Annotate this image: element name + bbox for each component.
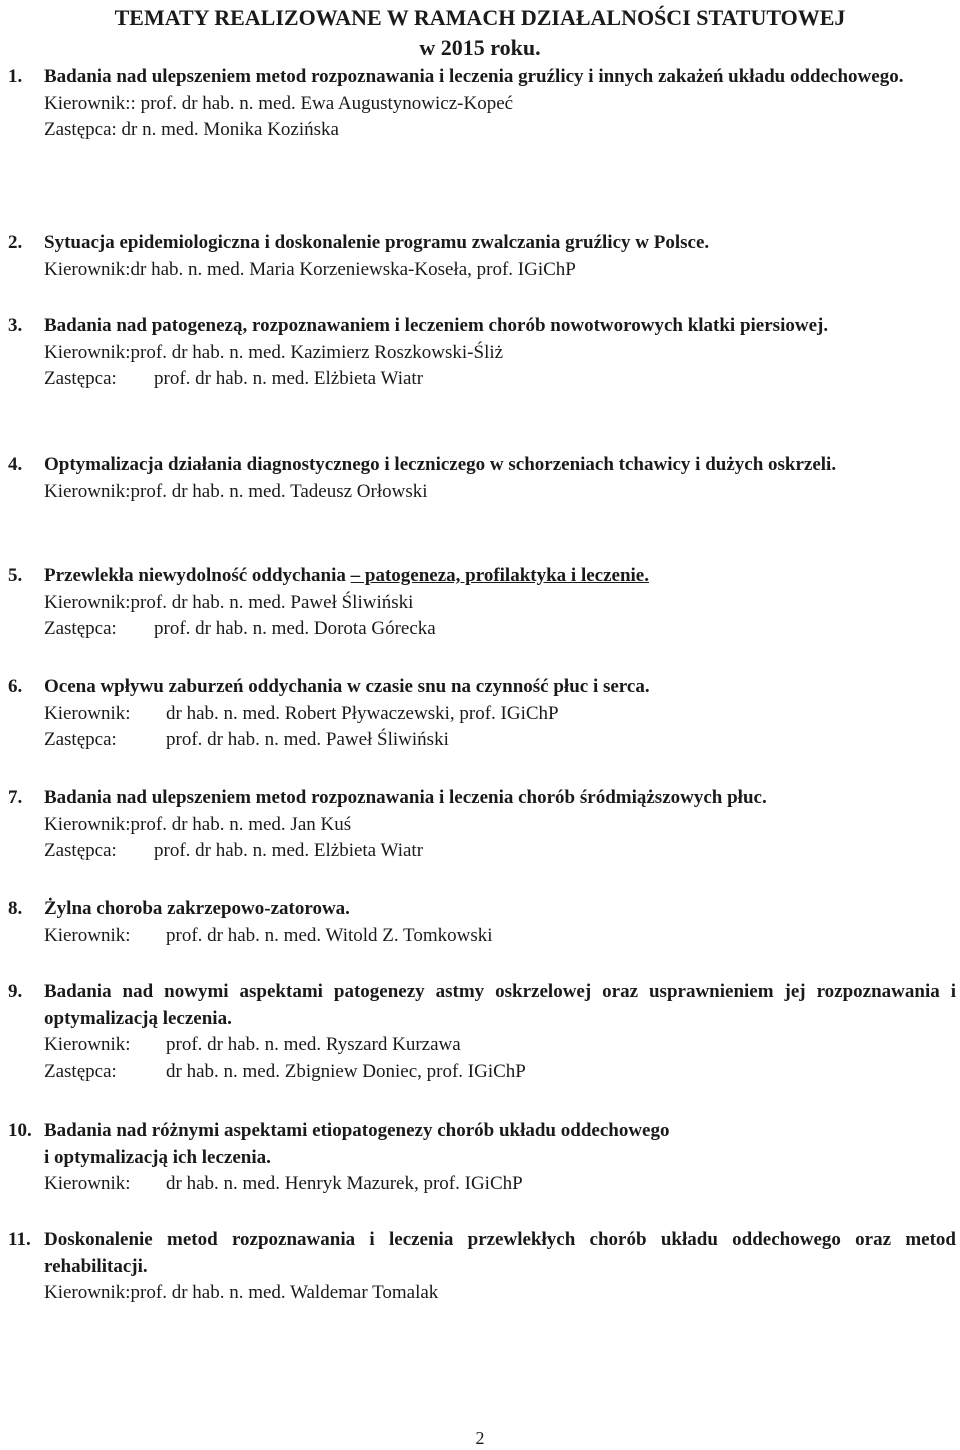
topic-item-10 (8, 1118, 956, 1198)
manager-label: Kierownik: (44, 813, 131, 835)
manager-name: prof. dr hab. n. med. Witold Z. Tomkowski (166, 924, 493, 946)
manager-label: Kierownik: (44, 1173, 131, 1194)
deputy-label: Zastępca: (44, 368, 117, 389)
title-line-2: w 2015 roku. (419, 35, 541, 60)
topic-manager-line (44, 91, 956, 118)
topic-title: Sytuacja epidemiologiczna i doskonalenie programu zwalczania gruźlicy w Polsce. (44, 232, 710, 253)
topic-number: 10. (8, 1120, 32, 1141)
topic-item-4 (8, 452, 956, 505)
manager-name: : prof. dr hab. n. med. Ewa Augustynowicz-Kopeć (130, 92, 514, 114)
topic-manager-line (44, 479, 956, 506)
topic-title-main: Przewlekła niewydolność oddychania (44, 565, 351, 586)
manager-name: prof. dr hab. n. med. Jan Kuś (130, 813, 352, 835)
topic-number: 2. (8, 232, 23, 253)
manager-name: dr hab. n. med. Robert Pływaczewski, prof. IGiChP (166, 702, 559, 724)
manager-label: Kierownik: (44, 92, 131, 114)
topic-title: Badania nad patogenezą, rozpoznawaniem i leczeniem chorób nowotworowych klatki piersiowej. (44, 315, 829, 336)
deputy-name: prof. dr hab. n. med. Elżbieta Wiatr (154, 368, 424, 389)
manager-label: Kierownik: (44, 924, 131, 946)
topic-item-3 (8, 313, 956, 393)
topic-manager-line (44, 701, 956, 728)
topic-item-8 (8, 896, 956, 949)
deputy-label: Zastępca: (44, 729, 117, 750)
topic-title (44, 1118, 956, 1171)
topic-title-line-2: i optymalizacją ich leczenia. (44, 1146, 271, 1168)
topic-number: 9. (8, 981, 23, 1002)
topic-deputy-line (44, 838, 956, 865)
topic-manager-line (44, 1280, 956, 1307)
page-number: 2 (475, 1428, 485, 1448)
manager-label: Kierownik: (44, 1282, 131, 1303)
topic-item-5 (8, 563, 956, 643)
topic-item-1 (8, 64, 956, 144)
topic-number: 5. (8, 565, 23, 586)
deputy-name: : dr n. med. Monika Kozińska (111, 119, 339, 140)
topic-manager-line (44, 1171, 956, 1198)
manager-name: prof. dr hab. n. med. Paweł Śliwiński (130, 591, 414, 613)
document-title (0, 3, 960, 63)
topic-deputy-line (44, 366, 956, 393)
topic-item-6 (8, 674, 956, 754)
topic-number: 1. (8, 66, 23, 87)
manager-name: prof. dr hab. n. med. Tadeusz Orłowski (130, 480, 428, 502)
topic-manager-line (44, 340, 956, 367)
manager-name: prof. dr hab. n. med. Waldemar Tomalak (130, 1282, 439, 1303)
topic-title-underlined: – patogeneza, profilaktyka i leczenie. (350, 565, 649, 586)
deputy-label: Zastępca: (44, 840, 117, 861)
manager-name: dr hab. n. med. Henryk Mazurek, prof. IGiChP (166, 1173, 523, 1194)
topic-manager-line (44, 1032, 956, 1059)
deputy-name: dr hab. n. med. Zbigniew Doniec, prof. IGiChP (166, 1060, 526, 1082)
topic-manager-line (44, 590, 956, 617)
topic-deputy-line (44, 616, 956, 643)
topic-deputy-line (44, 117, 956, 144)
deputy-name: prof. dr hab. n. med. Paweł Śliwiński (166, 729, 449, 750)
topic-title: Badania nad nowymi aspektami patogenezy astmy oskrzelowej oraz usprawnieniem jej rozpoznawania i optymalizacją leczenia. (44, 981, 956, 1029)
manager-name: prof. dr hab. n. med. Ryszard Kurzawa (166, 1034, 461, 1055)
deputy-label: Zastępca (44, 119, 112, 140)
topic-title (44, 563, 956, 590)
deputy-name: prof. dr hab. n. med. Elżbieta Wiatr (154, 840, 424, 861)
topic-title: Badania nad ulepszeniem metod rozpoznawania i leczenia chorób śródmiąższowych płuc. (44, 787, 767, 808)
topic-number: 11. (8, 1229, 31, 1250)
manager-name: prof. dr hab. n. med. Kazimierz Roszkowski-Śliż (130, 341, 504, 363)
manager-label: Kierownik: (44, 1034, 131, 1055)
deputy-label: Zastępca: (44, 618, 117, 639)
manager-label: Kierownik: (44, 591, 131, 613)
topic-title: Optymalizacja działania diagnostycznego i leczniczego w schorzeniach tchawicy i dużych oskrzeli. (44, 454, 837, 475)
manager-label: Kierownik: (44, 480, 131, 502)
topic-number: 8. (8, 898, 23, 919)
topic-number: 4. (8, 454, 23, 475)
topic-manager-line (44, 257, 956, 284)
manager-label: Kierownik: (44, 258, 131, 280)
manager-name: dr hab. n. med. Maria Korzeniewska-Koseła, prof. IGiChP (130, 258, 576, 280)
title-line-1: TEMATY REALIZOWANE W RAMACH DZIAŁALNOŚCI STATUTOWEJ (114, 5, 846, 30)
topic-title: Doskonalenie metod rozpoznawania i leczenia przewlekłych chorób układu oddechowego oraz metod rehabilitacji. (44, 1229, 956, 1277)
manager-label: Kierownik: (44, 341, 131, 363)
topic-deputy-line (44, 727, 956, 754)
topic-item-2 (8, 230, 956, 283)
deputy-name: prof. dr hab. n. med. Dorota Górecka (154, 618, 436, 639)
topic-title: Ocena wpływu zaburzeń oddychania w czasie snu na czynność płuc i serca. (44, 676, 650, 697)
topic-manager-line (44, 923, 956, 950)
topic-item-11 (8, 1227, 956, 1307)
topic-manager-line (44, 812, 956, 839)
manager-label: Kierownik: (44, 702, 131, 724)
topic-title: Badania nad ulepszeniem metod rozpoznawania i leczenia gruźlicy i innych zakażeń układu oddechowego. (44, 66, 904, 87)
topic-title: Żylna choroba zakrzepowo-zatorowa. (44, 898, 350, 919)
topic-title-line-1: Badania nad różnymi aspektami etiopatogenezy chorób układu oddechowego (44, 1120, 670, 1141)
topic-item-7 (8, 785, 956, 865)
topic-number: 3. (8, 315, 23, 336)
topic-item-9 (8, 979, 956, 1085)
deputy-label: Zastępca: (44, 1060, 117, 1082)
topic-number: 7. (8, 787, 23, 808)
topic-number: 6. (8, 676, 23, 697)
topic-deputy-line (44, 1059, 956, 1086)
